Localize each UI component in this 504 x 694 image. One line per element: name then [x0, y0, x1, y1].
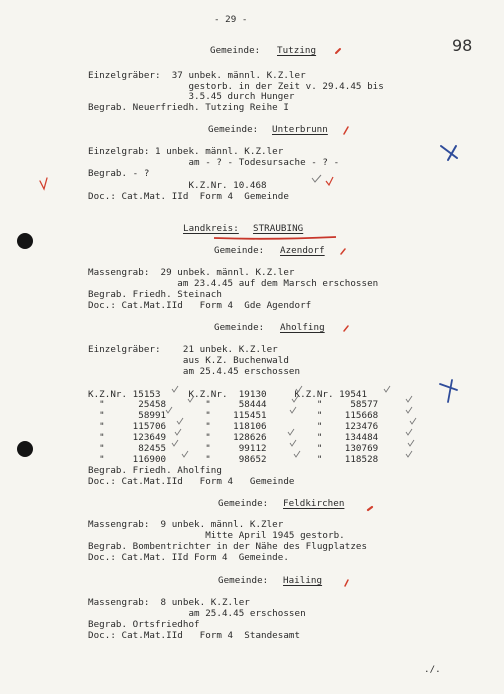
- table-row: " 116900 " 98652 " 118528: [88, 454, 379, 465]
- text-line: Massengrab: 8 unbek. K.Z.ler: [88, 597, 250, 608]
- text-line: Begrab. Neuerfriedh. Tutzing Reihe I: [88, 102, 289, 113]
- red-tick-mark: [368, 507, 372, 510]
- text-line: Begrab. Ortsfriedhof: [88, 619, 200, 630]
- text-line: am 23.4.45 auf dem Marsch erschossen: [88, 278, 379, 289]
- text-line: Begrab. - ?: [88, 168, 150, 179]
- red-check-mark: [326, 177, 333, 185]
- text-line: am - ? - Todesursache - ? -: [88, 157, 340, 168]
- table-row: " 58991 " 115451 " 115668: [88, 410, 379, 421]
- handwritten-page-number: 98: [452, 36, 473, 55]
- section-header-label: Gemeinde:: [218, 575, 269, 586]
- text-line: K.Z.Nr. 10.468: [88, 180, 267, 191]
- section-header-name: Feldkirchen: [283, 498, 345, 509]
- table-row: K.Z.Nr. 15153 K.Z.Nr. 19130 K.Z.Nr. 19541: [88, 389, 368, 400]
- continuation-mark: ./.: [424, 664, 441, 675]
- table-row: " 115706 " 118106 " 123476: [88, 421, 379, 432]
- text-line: aus K.Z. Buchenwald: [88, 355, 289, 366]
- landkreis-name: STRAUBING: [253, 223, 304, 234]
- text-line: 3.5.45 durch Hunger: [88, 91, 295, 102]
- text-line: Doc.: Cat.Mat.IId Form 4 Gemeinde: [88, 476, 295, 487]
- landkreis-label: Landkreis:: [183, 223, 239, 234]
- table-row: " 123649 " 128626 " 134484: [88, 432, 379, 443]
- table-row: " 25458 " 58444 " 58577: [88, 399, 379, 410]
- section-header-label: Gemeinde:: [214, 322, 265, 333]
- red-tick-mark: [344, 127, 348, 134]
- red-tick-mark: [345, 580, 348, 586]
- red-tick-mark: [336, 49, 340, 53]
- punch-hole-bottom: [17, 441, 33, 457]
- blue-cross-mark: [441, 146, 457, 160]
- section-header-name: Hailing: [283, 575, 323, 586]
- section-header-name: Azendorf: [280, 245, 325, 256]
- text-line: Mitte April 1945 gestorb.: [88, 530, 345, 541]
- text-line: Massengrab: 29 unbek. männl. K.Z.ler: [88, 267, 295, 278]
- section-header-name: Unterbrunn: [272, 124, 328, 135]
- text-line: Doc.: Cat.Mat.IId Form 4 Standesamt: [88, 630, 301, 641]
- text-line: Einzelgräber: 37 unbek. männl. K.Z.ler: [88, 70, 306, 81]
- section-header-label: Gemeinde:: [218, 498, 269, 509]
- text-line: Doc.: Cat.Mat. IId Form 4 Gemeinde: [88, 191, 289, 202]
- text-line: Einzelgräber: 21 unbek. K.Z.ler: [88, 344, 278, 355]
- text-line: Begrab. Friedh. Steinach: [88, 289, 222, 300]
- check-mark: [312, 175, 321, 182]
- text-line: Begrab. Bombentrichter in der Nähe des Flugplatzes: [88, 541, 368, 552]
- page-number: - 29 -: [214, 14, 248, 25]
- text-line: Begrab. Friedh. Aholfing: [88, 465, 222, 476]
- red-tick-mark: [341, 249, 345, 254]
- section-header-label: Gemeinde:: [214, 245, 265, 256]
- text-line: am 25.4.45 erschossen: [88, 366, 301, 377]
- red-check-mark: [40, 178, 47, 189]
- section-header-label: Gemeinde:: [208, 124, 259, 135]
- section-header-label: Gemeinde:: [210, 45, 261, 56]
- section-header-name: Tutzing: [277, 45, 317, 56]
- text-line: Massengrab: 9 unbek. männl. K.Zler: [88, 519, 284, 530]
- punch-hole-top: [17, 233, 33, 249]
- text-line: Doc.: Cat.Mat.IId Form 4 Gde Agendorf: [88, 300, 312, 311]
- red-tick-mark: [344, 326, 348, 331]
- text-line: Doc.: Cat.Mat. IId Form 4 Gemeinde.: [88, 552, 289, 563]
- blue-cross-mark: [440, 380, 457, 402]
- text-line: gestorb. in der Zeit v. 29.4.45 bis: [88, 81, 384, 92]
- text-line: Einzelgrab: 1 unbek. männl. K.Z.ler: [88, 146, 284, 157]
- table-row: " 82455 " 99112 " 130769: [88, 443, 379, 454]
- red-underline: [214, 237, 336, 239]
- section-header-name: Aholfing: [280, 322, 325, 333]
- text-line: am 25.4.45 erschossen: [88, 608, 306, 619]
